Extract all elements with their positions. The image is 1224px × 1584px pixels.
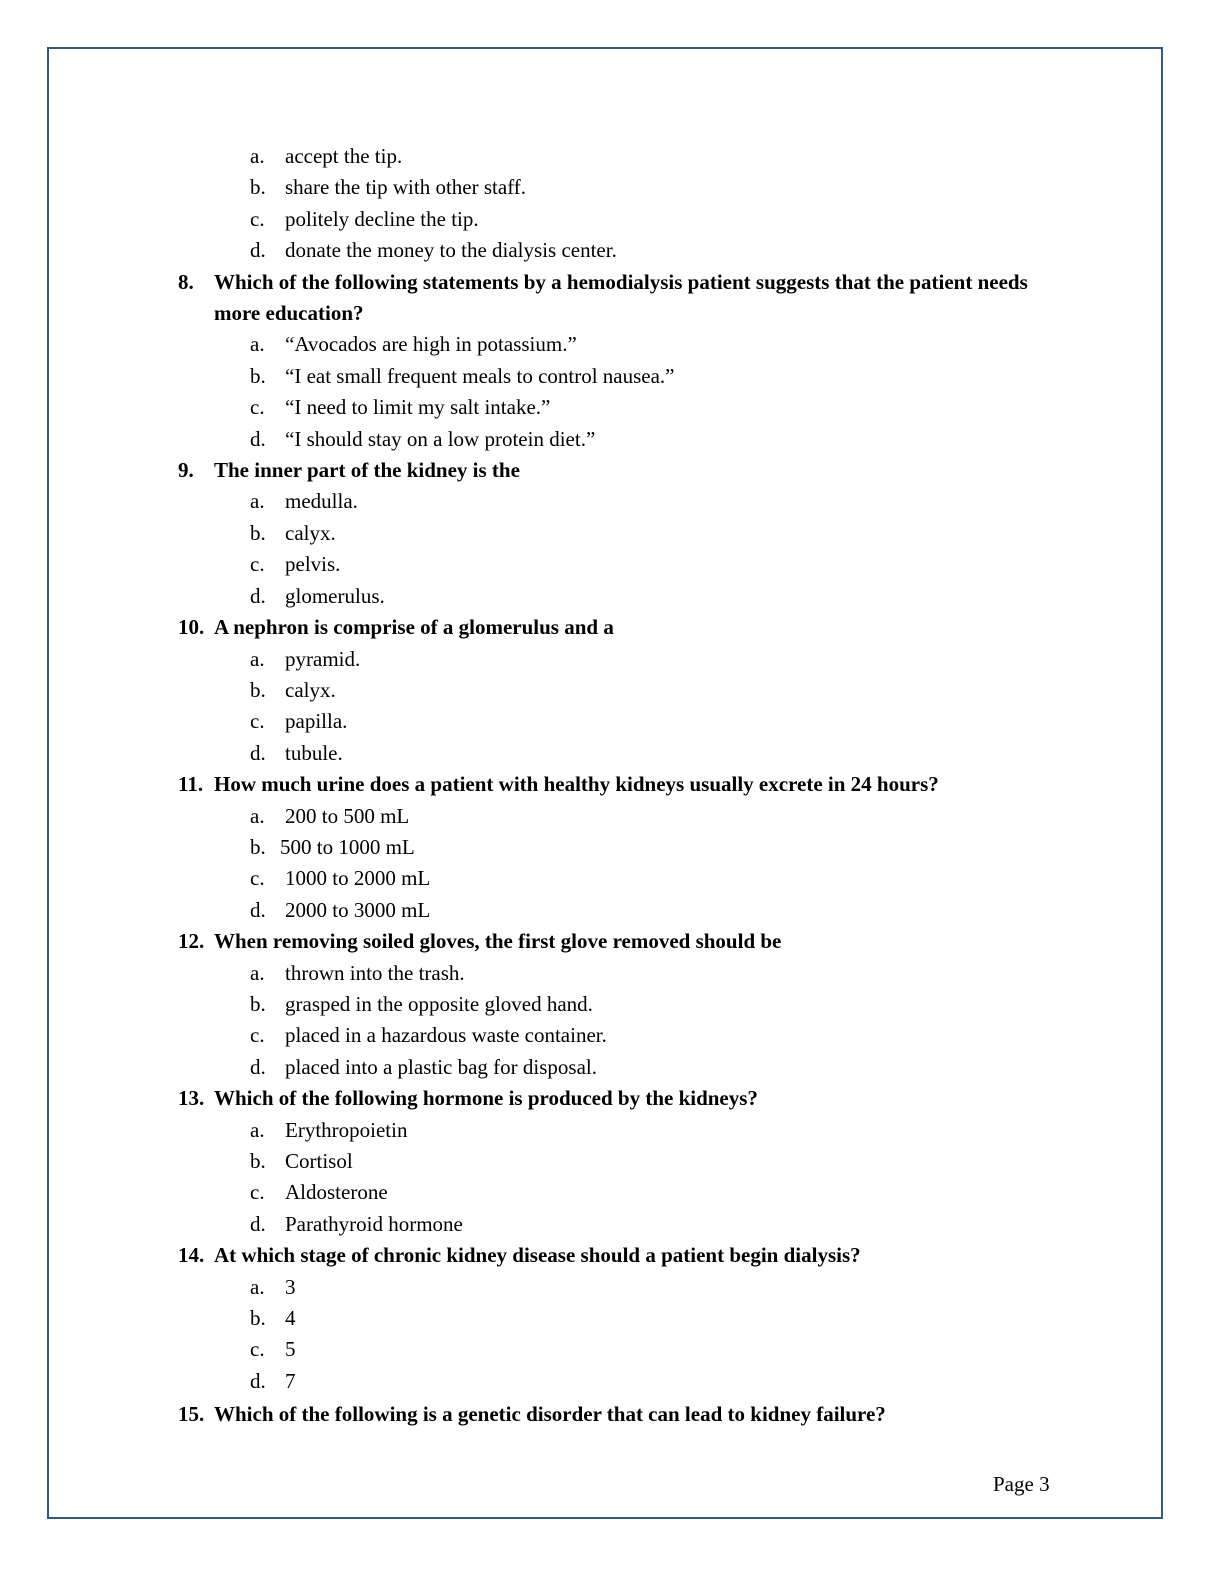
option-text: politely decline the tip. — [285, 206, 479, 231]
page-number: Page 3 — [993, 1472, 1050, 1496]
option-a — [178, 141, 1078, 172]
question-number: 13. — [178, 1086, 205, 1111]
option-text: Erythropoietin — [285, 1117, 408, 1142]
question-number: 11. — [178, 772, 204, 797]
option-text: placed into a plastic bag for disposal. — [285, 1054, 597, 1079]
option-letter: a. — [250, 1274, 265, 1299]
option-letter: d. — [250, 740, 266, 765]
option-letter: d. — [250, 1211, 266, 1236]
question-stem — [178, 769, 1078, 800]
option-text: Parathyroid hormone — [285, 1211, 463, 1236]
option-d — [178, 1366, 1078, 1397]
option-letter: a. — [250, 960, 265, 985]
option-d — [178, 738, 1078, 769]
option-text: glomerulus. — [285, 583, 385, 608]
option-letter: d. — [250, 238, 266, 263]
option-text: tubule. — [285, 740, 343, 765]
option-text: 1000 to 2000 mL — [285, 866, 431, 891]
option-b — [178, 832, 1078, 863]
question-stem — [178, 455, 1078, 486]
question-number: 8. — [178, 269, 194, 294]
question-text: How much urine does a patient with healthy kidneys usually excrete in 24 hours? — [214, 772, 939, 797]
option-text: 2000 to 3000 mL — [285, 897, 431, 922]
option-text: 200 to 500 mL — [285, 803, 410, 828]
option-text: calyx. — [285, 520, 336, 545]
option-letter: b. — [250, 1306, 266, 1331]
option-d — [178, 1209, 1078, 1240]
option-b — [178, 1303, 1078, 1334]
option-text: Cortisol — [285, 1149, 353, 1173]
question-text: The inner part of the kidney is the — [214, 458, 520, 483]
question-number: 12. — [178, 929, 205, 954]
option-text: donate the money to the dialysis center. — [285, 238, 617, 263]
option-letter: c. — [250, 1023, 265, 1048]
question-stem — [178, 926, 1078, 957]
option-letter: b. — [250, 520, 266, 545]
option-letter: c. — [250, 395, 265, 420]
option-b — [178, 518, 1078, 549]
option-text: grasped in the opposite gloved hand. — [285, 991, 593, 1016]
question-text: A nephron is comprise of a glomerulus and a — [214, 615, 614, 640]
option-text: “I should stay on a low protein diet.” — [285, 426, 596, 451]
question-text: Which of the following hormone is produced by the kidneys? — [214, 1086, 758, 1111]
option-b — [178, 1146, 1078, 1177]
question-8 — [178, 267, 1078, 455]
question-number: 10. — [178, 615, 205, 640]
option-text: accept the tip. — [285, 144, 403, 168]
question-number: 9. — [178, 458, 194, 483]
option-c — [178, 549, 1078, 580]
option-text: pyramid. — [285, 646, 361, 671]
option-a — [178, 644, 1078, 675]
option-letter: d. — [250, 583, 266, 608]
option-letter: b. — [250, 834, 266, 859]
question-number: 15. — [178, 1402, 205, 1427]
option-a — [178, 486, 1078, 517]
question-9 — [178, 455, 1078, 612]
option-letter: b. — [250, 677, 266, 702]
option-text: thrown into the trash. — [285, 960, 465, 985]
option-letter: a. — [250, 144, 265, 168]
option-letter: b. — [250, 363, 266, 388]
option-letter: c. — [250, 1337, 265, 1362]
option-a — [178, 801, 1078, 832]
option-letter: b. — [250, 1149, 266, 1173]
option-letter: d. — [250, 426, 266, 451]
option-a — [178, 1115, 1078, 1146]
question-text: Which of the following is a genetic disorder that can lead to kidney failure? — [214, 1402, 886, 1427]
option-a — [178, 1272, 1078, 1303]
question-stem — [178, 612, 1078, 643]
option-c — [178, 1020, 1078, 1051]
option-text: Aldosterone — [285, 1180, 388, 1205]
option-letter: a. — [250, 332, 265, 357]
option-letter: c. — [250, 206, 265, 231]
option-c — [178, 706, 1078, 737]
option-letter: c. — [250, 552, 265, 577]
question-text: When removing soiled gloves, the first glove removed should be — [214, 929, 782, 954]
option-text: papilla. — [285, 709, 348, 734]
question-stem — [178, 267, 1078, 330]
option-letter: d. — [250, 1054, 266, 1079]
option-a — [178, 329, 1078, 360]
option-c — [178, 392, 1078, 423]
option-text: placed in a hazardous waste container. — [285, 1023, 607, 1048]
option-c — [178, 1334, 1078, 1365]
option-text: “Avocados are high in potassium.” — [285, 332, 577, 357]
option-letter: c. — [250, 866, 265, 891]
option-letter: b. — [250, 175, 266, 200]
question-text: Which of the following statements by a hemodialysis patient suggests that the patient needs more education? — [214, 269, 1028, 326]
question-10 — [178, 612, 1078, 769]
option-letter: a. — [250, 646, 265, 671]
option-d — [178, 424, 1078, 455]
option-letter: c. — [250, 709, 265, 734]
question-number: 14. — [178, 1243, 205, 1268]
question-stem — [178, 1240, 1078, 1271]
option-b — [178, 675, 1078, 706]
exam-content — [178, 141, 1078, 1431]
option-text: calyx. — [285, 677, 336, 702]
option-letter: a. — [250, 489, 265, 514]
question-13 — [178, 1083, 1078, 1240]
option-letter: b. — [250, 991, 266, 1016]
option-text: “I eat small frequent meals to control nausea.” — [285, 363, 675, 388]
option-text: 7 — [285, 1368, 296, 1393]
option-letter: a. — [250, 803, 265, 828]
option-d — [178, 581, 1078, 612]
option-d — [178, 235, 1078, 266]
option-text: 3 — [285, 1274, 296, 1299]
option-c — [178, 204, 1078, 235]
option-d — [178, 1052, 1078, 1083]
question-12 — [178, 926, 1078, 1083]
option-text: medulla. — [285, 489, 358, 514]
question-15 — [178, 1399, 1078, 1430]
option-b — [178, 172, 1078, 203]
question-11 — [178, 769, 1078, 926]
option-text: “I need to limit my salt intake.” — [285, 395, 551, 420]
option-letter: d. — [250, 897, 266, 922]
question-14 — [178, 1240, 1078, 1397]
question-stem — [178, 1083, 1078, 1114]
option-letter: d. — [250, 1368, 266, 1393]
option-b — [178, 361, 1078, 392]
option-text: pelvis. — [285, 552, 341, 577]
option-c — [178, 863, 1078, 894]
option-letter: c. — [250, 1180, 265, 1205]
question-text: At which stage of chronic kidney disease should a patient begin dialysis? — [214, 1243, 861, 1268]
option-text: 4 — [285, 1306, 296, 1331]
option-text: 500 to 1000 mL — [280, 834, 415, 859]
leading-options — [178, 141, 1078, 267]
option-text: 5 — [285, 1337, 296, 1362]
option-a — [178, 958, 1078, 989]
option-b — [178, 989, 1078, 1020]
option-c — [178, 1177, 1078, 1208]
option-d — [178, 895, 1078, 926]
question-stem — [178, 1399, 1078, 1430]
option-letter: a. — [250, 1117, 265, 1142]
option-text: share the tip with other staff. — [285, 175, 527, 200]
